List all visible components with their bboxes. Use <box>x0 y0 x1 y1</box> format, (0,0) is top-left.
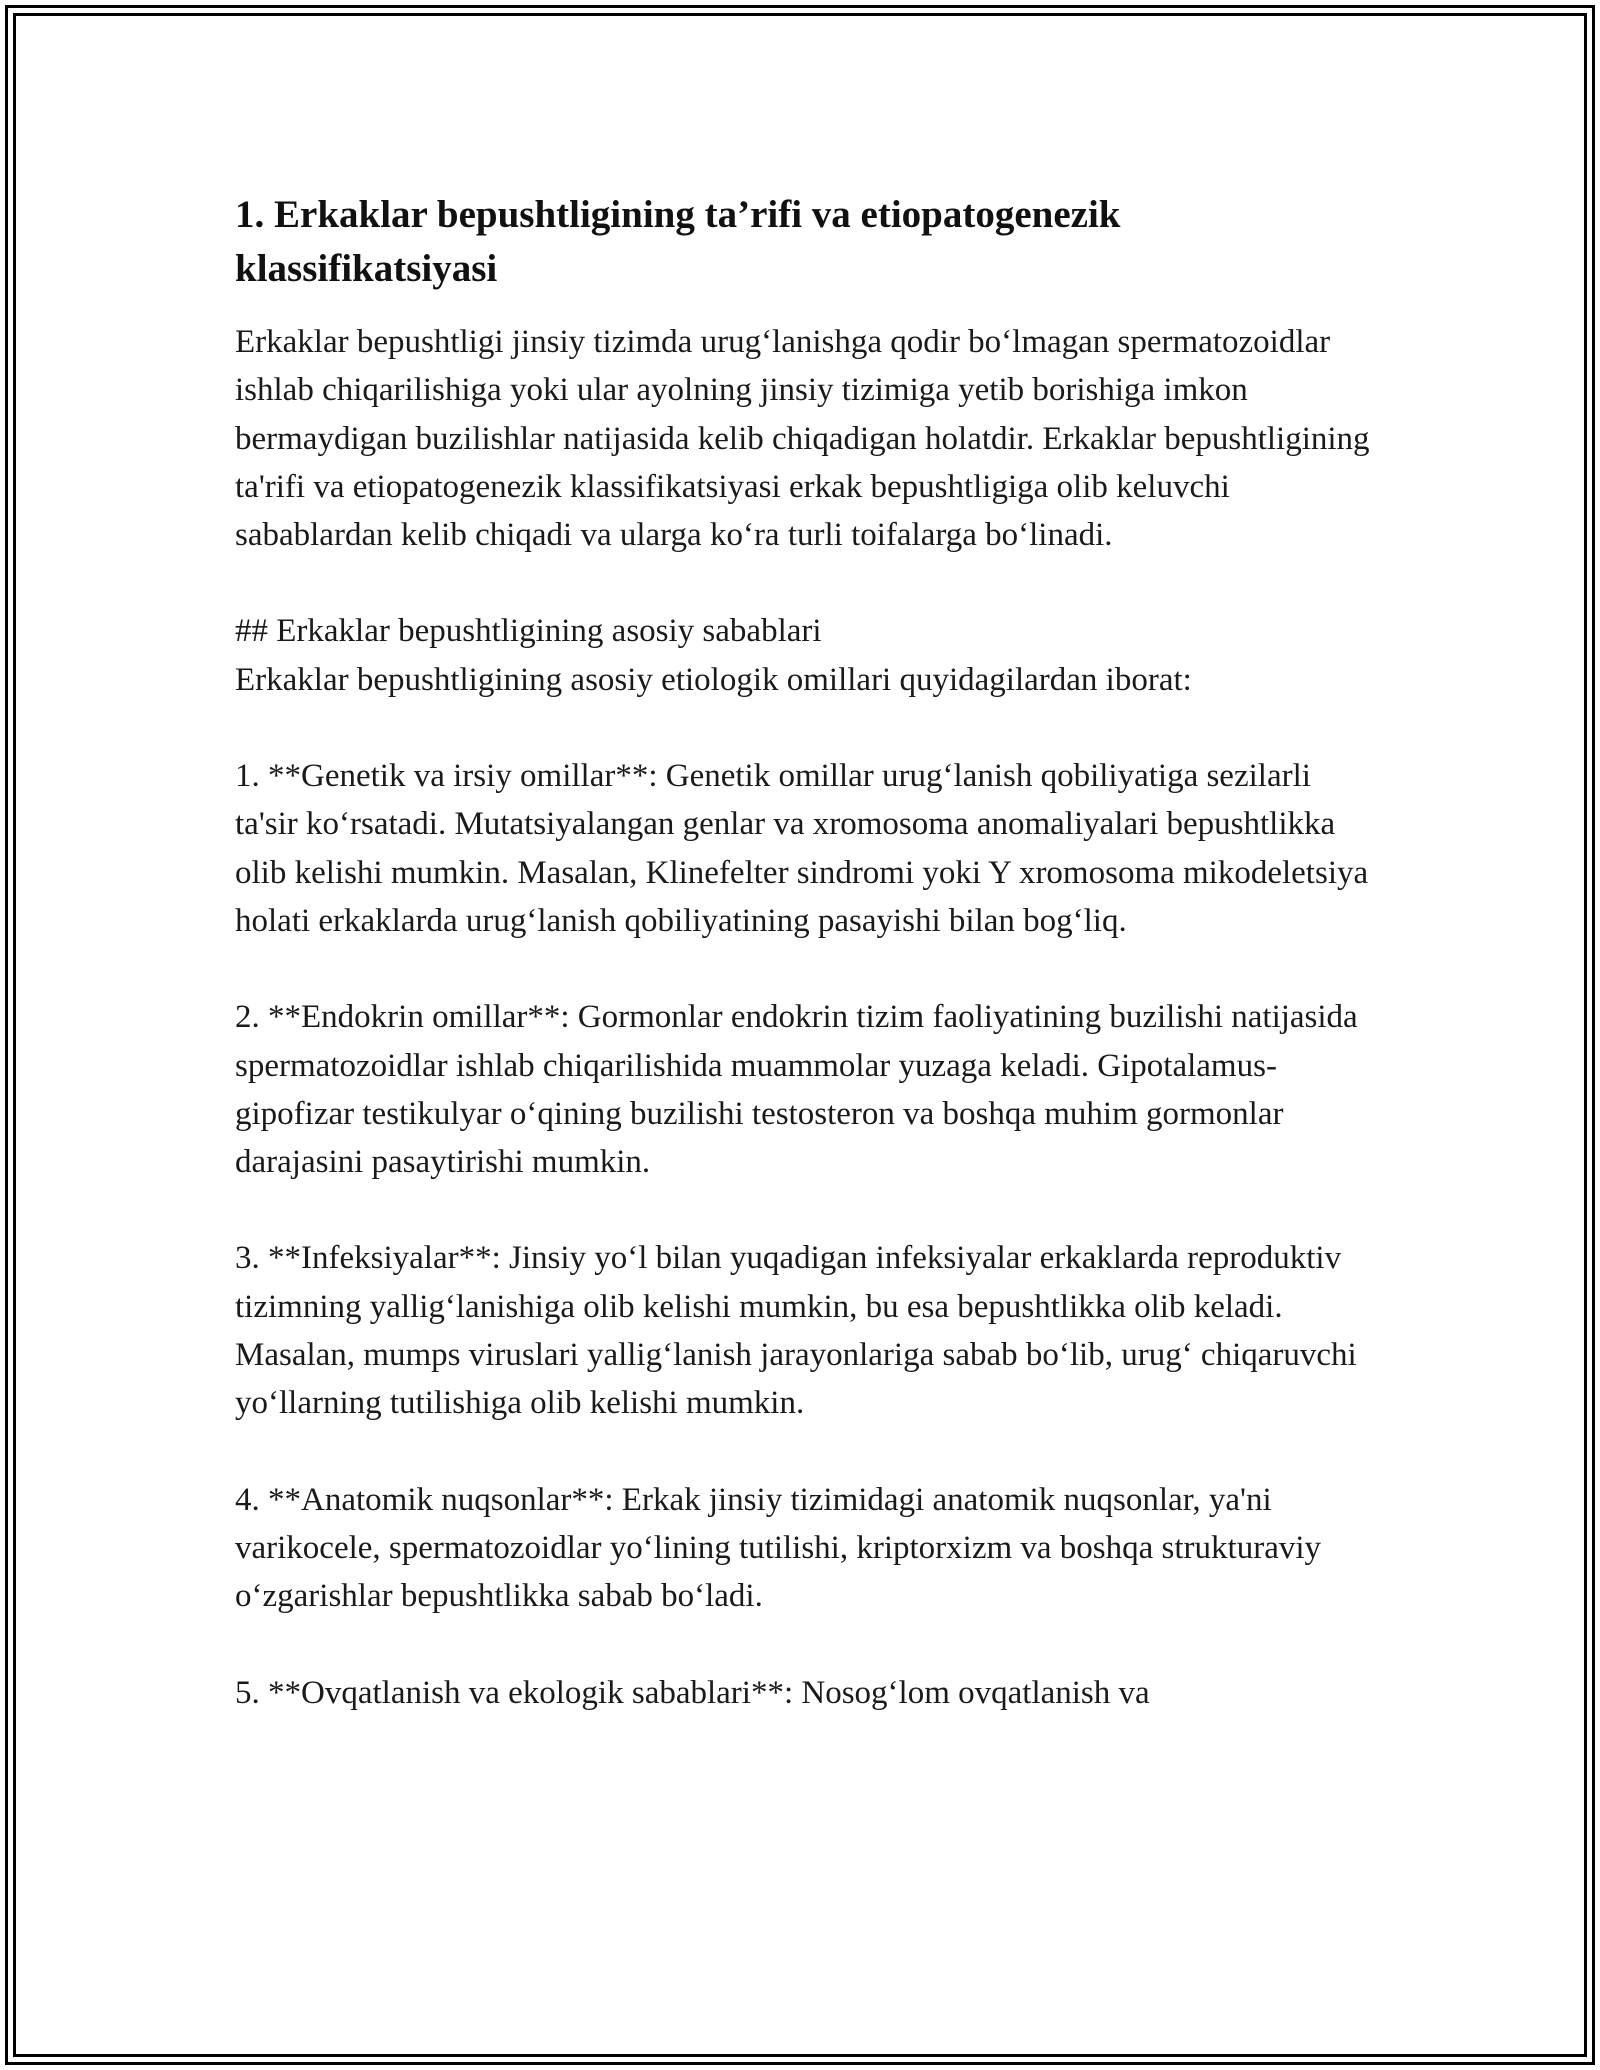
section-heading: ## Erkaklar bepushtligining asosiy sabablari <box>235 613 822 650</box>
list-item: 3. **Infeksiyalar**: Jinsiy yo‘l bilan yuqadigan infeksiyalar erkaklarda reproduktiv tizimning yallig‘lanishiga olib kelishi mumkin, bu esa bepushtlikka olib keladi. Masalan, mumps viruslari yallig‘lanish jarayonlariga sabab bo‘lib, urug‘ chiqaruvchi yo‘llarning tutilishiga olib kelishi mumkin. <box>235 1240 1357 1422</box>
list-item: 2. **Endokrin omillar**: Gormonlar endokrin tizim faoliyatining buzilishi natijasida spermatozoidlar ishlab chiqarilishida muammolar yuzaga keladi. Gipotalamus-gipofizar testikulyar o‘qining buzilishi testosteron va boshqa muhim gormonlar darajasini pasaytirishi mumkin. <box>235 999 1358 1181</box>
document-page <box>235 188 1375 1717</box>
document-title: 1. Erkaklar bepushtligining ta’rifi va etiopatogenezik klassifikatsiyasi <box>235 193 1121 290</box>
paragraph-gap <box>235 559 1375 607</box>
list-item: 1. **Genetik va irsiy omillar**: Genetik omillar urug‘lanish qobiliyatiga sezilarli ta'sir ko‘rsatadi. Mutatsiyalangan genlar va xromosoma anomaliyalari bepushtlikka olib kelishi mumkin. Masalan, Klinefelter sindromi yoki Y xromosoma mikodeletsiya holati erkaklarda urug‘lanish qobiliyatining pasayishi bilan bog‘liq. <box>235 758 1369 939</box>
paragraph-gap <box>235 945 1375 993</box>
paragraph-gap <box>235 1186 1375 1234</box>
intro-paragraph: Erkaklar bepushtligi jinsiy tizimda urug‘lanishga qodir bo‘lmagan spermatozoidlar ishlab chiqarilishiga yoki ular ayolning jinsiy tizimiga yetib borishiga imkon bermaydigan buzilishlar natijasida kelib chiqadigan holatdir. Erkaklar bepushtligining ta'rifi va etiopatogenezik klassifikatsiyasi erkak bepushtligiga olib keluvchi sabablardan kelib chiqadi va ularga ko‘ra turli toifalarga bo‘linadi. <box>235 324 1370 554</box>
list-item: 4. **Anatomik nuqsonlar**: Erkak jinsiy tizimidagi anatomik nuqsonlar, ya'ni varikocele, spermatozoidlar yo‘lining tutilishi, kriptorxizm va boshqa strukturaviy o‘zgarishlar bepushtlikka sabab bo‘ladi. <box>235 1481 1322 1615</box>
section-lead: Erkaklar bepushtligining asosiy etiologik omillari quyidagilardan iborat: <box>235 661 1192 698</box>
paragraph-gap <box>235 704 1375 752</box>
paragraph-gap <box>235 1621 1375 1669</box>
list-item: 5. **Ovqatlanish va ekologik sabablari**: Nosog‘lom ovqatlanish va <box>235 1674 1150 1711</box>
paragraph-gap <box>235 1428 1375 1476</box>
